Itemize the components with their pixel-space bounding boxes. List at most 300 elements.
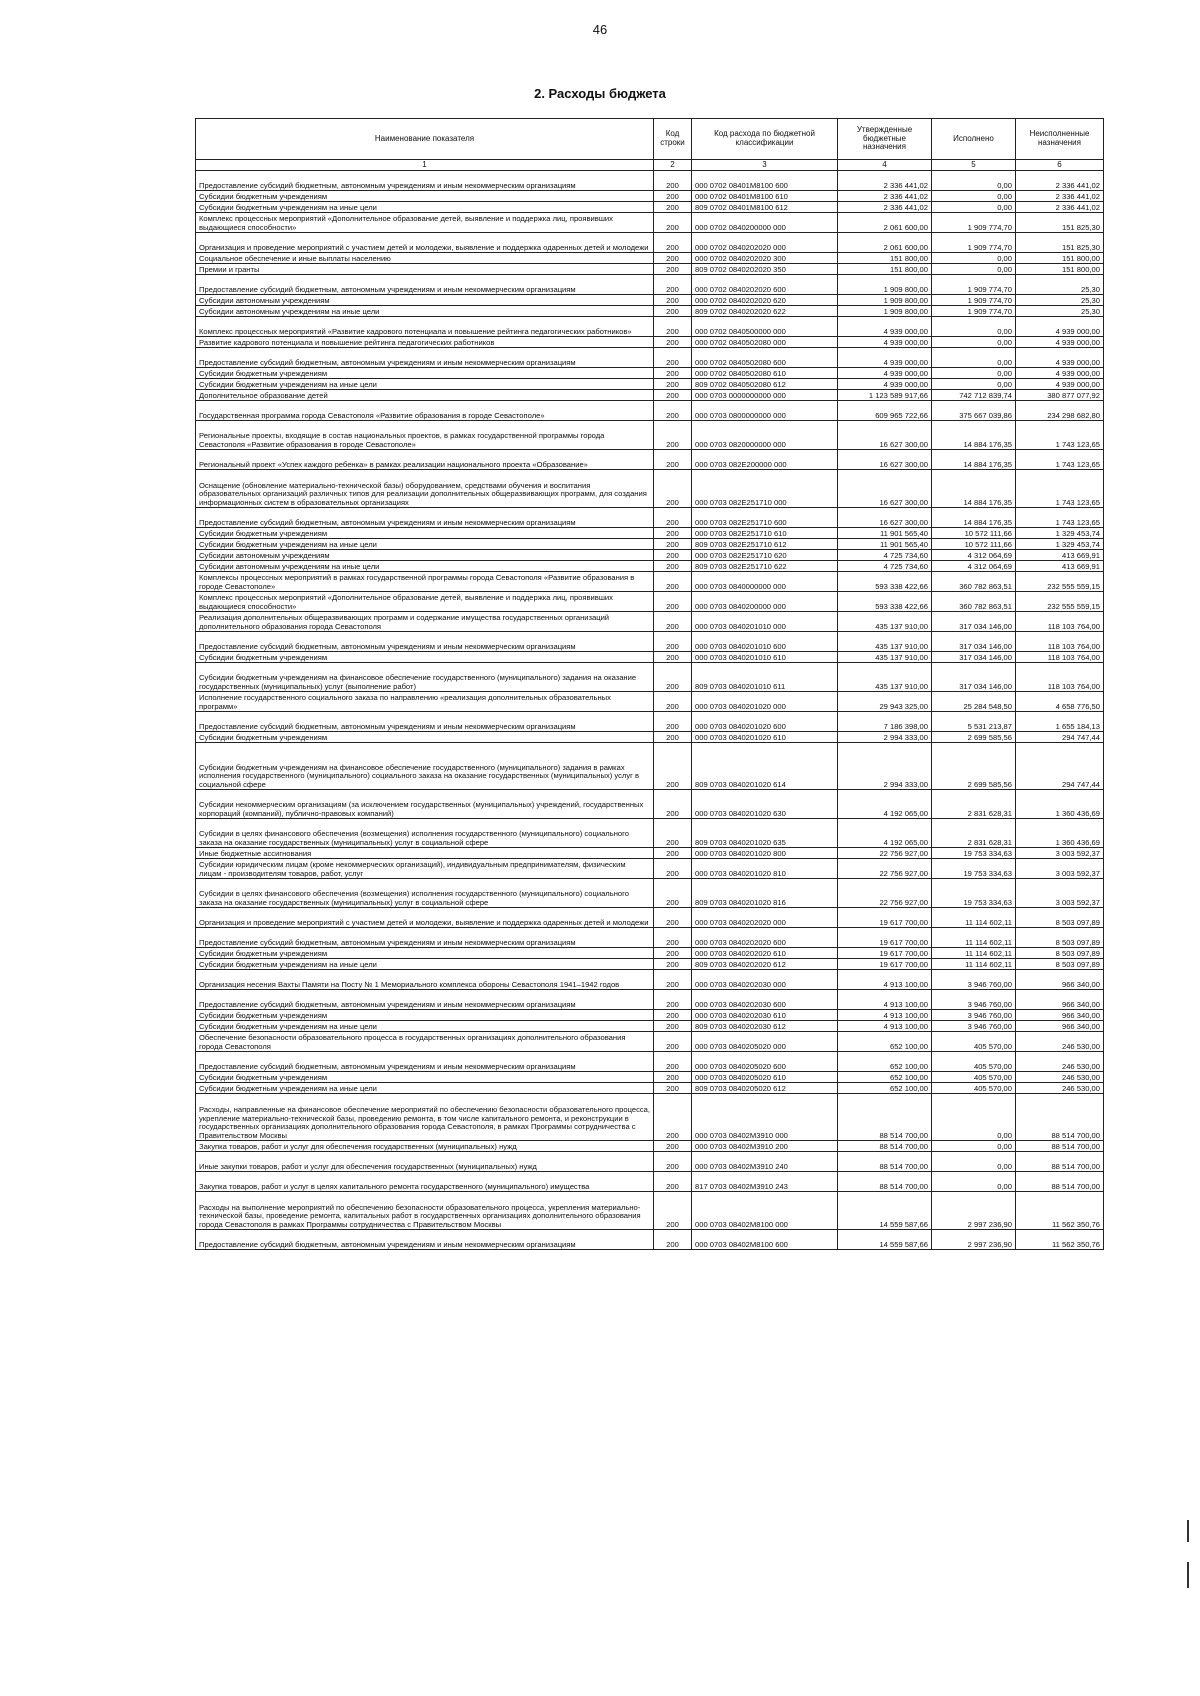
row-classification-code: 809 0703 082E251710 622	[692, 561, 838, 572]
row-name: Субсидии бюджетным учреждениям на иные цели	[196, 1021, 654, 1032]
row-name: Обеспечение безопасности образовательного процесса в государственных организациях дополнительного образования города Севастополя	[196, 1032, 654, 1052]
row-executed: 0,00	[932, 337, 1016, 348]
row-unexecuted: 4 939 000,00	[1016, 368, 1104, 379]
row-unexecuted: 25,30	[1016, 306, 1104, 317]
row-name: Субсидии бюджетным учреждениям на иные цели	[196, 959, 654, 970]
row-line-code: 200	[654, 1094, 692, 1141]
row-unexecuted: 1 743 123,65	[1016, 450, 1104, 470]
row-unexecuted: 294 747,44	[1016, 732, 1104, 743]
row-executed: 0,00	[932, 348, 1016, 368]
row-unexecuted: 246 530,00	[1016, 1032, 1104, 1052]
row-unexecuted: 966 340,00	[1016, 1010, 1104, 1021]
row-unexecuted: 966 340,00	[1016, 1021, 1104, 1032]
row-unexecuted: 151 800,00	[1016, 264, 1104, 275]
row-name: Субсидии бюджетным учреждениям	[196, 948, 654, 959]
table-row	[196, 317, 1104, 337]
row-name: Предоставление субсидий бюджетным, автономным учреждениям и иным некоммерческим организациям	[196, 508, 654, 528]
row-unexecuted: 88 514 700,00	[1016, 1094, 1104, 1141]
table-row	[196, 295, 1104, 306]
table-row	[196, 1152, 1104, 1172]
row-approved: 4 913 100,00	[838, 1010, 932, 1021]
row-line-code: 200	[654, 790, 692, 819]
table-row	[196, 539, 1104, 550]
row-unexecuted: 2 336 441,02	[1016, 202, 1104, 213]
row-unexecuted: 1 743 123,65	[1016, 508, 1104, 528]
row-executed: 317 034 146,00	[932, 663, 1016, 692]
row-classification-code: 000 0703 0840205020 600	[692, 1052, 838, 1072]
row-name: Предоставление субсидий бюджетным, автономным учреждениям и иным некоммерческим организациям	[196, 348, 654, 368]
table-row	[196, 379, 1104, 390]
row-classification-code: 809 0703 0840202030 612	[692, 1021, 838, 1032]
header-name: Наименование показателя	[196, 119, 654, 160]
row-executed: 10 572 111,66	[932, 528, 1016, 539]
row-classification-code: 000 0702 0840500000 000	[692, 317, 838, 337]
row-approved: 4 939 000,00	[838, 368, 932, 379]
row-name: Предоставление субсидий бюджетным, автономным учреждениям и иным некоммерческим организациям	[196, 632, 654, 652]
row-line-code: 200	[654, 171, 692, 191]
row-approved: 16 627 300,00	[838, 508, 932, 528]
row-name: Региональный проект «Успех каждого ребенка» в рамках реализации национального проекта «Образование»	[196, 450, 654, 470]
row-name: Предоставление субсидий бюджетным, автономным учреждениям и иным некоммерческим организациям	[196, 275, 654, 295]
row-classification-code: 000 0703 0840202030 610	[692, 1010, 838, 1021]
row-classification-code: 000 0702 0840200000 000	[692, 213, 838, 233]
row-executed: 0,00	[932, 171, 1016, 191]
row-executed: 405 570,00	[932, 1052, 1016, 1072]
table-row	[196, 879, 1104, 908]
row-executed: 14 884 176,35	[932, 470, 1016, 508]
row-executed: 3 946 760,00	[932, 970, 1016, 990]
row-approved: 2 336 441,02	[838, 171, 932, 191]
row-unexecuted: 966 340,00	[1016, 990, 1104, 1010]
row-name: Субсидии автономным учреждениям	[196, 550, 654, 561]
column-number: 1	[196, 160, 654, 171]
table-row	[196, 421, 1104, 450]
row-line-code: 200	[654, 848, 692, 859]
row-unexecuted: 234 298 682,80	[1016, 401, 1104, 421]
row-name: Субсидии бюджетным учреждениям на финансовое обеспечение государственного (муниципального) задания на оказание государственных (муниципальных) услуг (выполнение работ)	[196, 663, 654, 692]
row-unexecuted: 413 669,91	[1016, 550, 1104, 561]
table-row	[196, 1141, 1104, 1152]
row-line-code: 200	[654, 421, 692, 450]
row-name: Закупка товаров, работ и услуг в целях капитального ремонта государственного (муниципального) имущества	[196, 1172, 654, 1192]
row-classification-code: 000 0703 08402M8100 600	[692, 1230, 838, 1250]
row-approved: 19 617 700,00	[838, 959, 932, 970]
row-executed: 360 782 863,51	[932, 572, 1016, 592]
row-line-code: 200	[654, 632, 692, 652]
row-line-code: 200	[654, 948, 692, 959]
row-approved: 435 137 910,00	[838, 663, 932, 692]
row-executed: 10 572 111,66	[932, 539, 1016, 550]
row-unexecuted: 1 329 453,74	[1016, 528, 1104, 539]
row-unexecuted: 966 340,00	[1016, 970, 1104, 990]
row-classification-code: 000 0703 082E200000 000	[692, 450, 838, 470]
row-executed: 4 312 064,69	[932, 561, 1016, 572]
row-name: Организация и проведение мероприятий с участием детей и молодежи, выявление и поддержка одаренных детей и молодежи	[196, 233, 654, 253]
row-approved: 88 514 700,00	[838, 1141, 932, 1152]
row-name: Комплекс процессных мероприятий «Дополнительное образование детей, выявление и поддержка лиц, проявивших выдающиеся способности»	[196, 592, 654, 612]
row-line-code: 200	[654, 712, 692, 732]
table-row	[196, 743, 1104, 790]
row-approved: 2 336 441,02	[838, 202, 932, 213]
row-classification-code: 000 0703 0840202030 000	[692, 970, 838, 990]
row-approved: 7 186 398,00	[838, 712, 932, 732]
row-name: Предоставление субсидий бюджетным, автономным учреждениям и иным некоммерческим организациям	[196, 1230, 654, 1250]
table-row	[196, 1072, 1104, 1083]
table-row	[196, 652, 1104, 663]
row-approved: 435 137 910,00	[838, 612, 932, 632]
row-line-code: 200	[654, 970, 692, 990]
header-approved: Утвержденные бюджетные назначения	[838, 119, 932, 160]
row-approved: 593 338 422,66	[838, 592, 932, 612]
row-name: Организация несения Вахты Памяти на Посту № 1 Мемориального комплекса обороны Севастополя 1941–1942 годов	[196, 970, 654, 990]
expenditure-table	[195, 118, 1104, 1250]
row-classification-code: 000 0703 0840202030 600	[692, 990, 838, 1010]
row-unexecuted: 4 939 000,00	[1016, 337, 1104, 348]
row-approved: 4 192 065,00	[838, 790, 932, 819]
row-unexecuted: 2 336 441,02	[1016, 171, 1104, 191]
row-classification-code: 000 0703 0840201020 800	[692, 848, 838, 859]
row-classification-code: 000 0702 08401M8100 600	[692, 171, 838, 191]
row-unexecuted: 1 743 123,65	[1016, 421, 1104, 450]
row-name: Иные бюджетные ассигнования	[196, 848, 654, 859]
row-line-code: 200	[654, 1230, 692, 1250]
table-row	[196, 632, 1104, 652]
row-name: Государственная программа города Севастополя «Развитие образования в городе Севастополе»	[196, 401, 654, 421]
row-name: Субсидии некоммерческим организациям (за исключением государственных (муниципальных) учреждений, государственных корпораций (компаний), публично-правовых компаний)	[196, 790, 654, 819]
row-line-code: 200	[654, 1141, 692, 1152]
table-row	[196, 612, 1104, 632]
row-name: Иные закупки товаров, работ и услуг для обеспечения государственных (муниципальных) нужд	[196, 1152, 654, 1172]
row-approved: 593 338 422,66	[838, 572, 932, 592]
row-approved: 14 559 587,66	[838, 1230, 932, 1250]
row-classification-code: 000 0703 0840202020 000	[692, 908, 838, 928]
row-classification-code: 000 0703 0840201020 630	[692, 790, 838, 819]
table-row	[196, 1010, 1104, 1021]
row-classification-code: 000 0702 0840502080 600	[692, 348, 838, 368]
row-unexecuted: 4 658 776,50	[1016, 692, 1104, 712]
row-classification-code: 000 0703 0800000000 000	[692, 401, 838, 421]
row-line-code: 200	[654, 539, 692, 550]
row-executed: 11 114 602,11	[932, 908, 1016, 928]
row-classification-code: 000 0703 0840205020 000	[692, 1032, 838, 1052]
column-number: 4	[838, 160, 932, 171]
row-executed: 14 884 176,35	[932, 421, 1016, 450]
table-row	[196, 171, 1104, 191]
row-line-code: 200	[654, 652, 692, 663]
row-line-code: 200	[654, 1072, 692, 1083]
row-unexecuted: 118 103 764,00	[1016, 612, 1104, 632]
row-name: Комплекс процессных мероприятий «Дополнительное образование детей, выявление и поддержка лиц, проявивших выдающиеся способности»	[196, 213, 654, 233]
table-row	[196, 712, 1104, 732]
row-executed: 11 114 602,11	[932, 959, 1016, 970]
table-row	[196, 819, 1104, 848]
row-classification-code: 000 0703 0840000000 000	[692, 572, 838, 592]
row-approved: 11 901 565,40	[838, 528, 932, 539]
row-name: Субсидии бюджетным учреждениям на финансовое обеспечение государственного (муниципального) задания в рамках исполнения государственного (муниципального) социального заказа на оказание государственных (муниципальных) услуг в социальной сфере	[196, 743, 654, 790]
row-name: Субсидии бюджетным учреждениям	[196, 191, 654, 202]
table-row	[196, 790, 1104, 819]
row-line-code: 200	[654, 928, 692, 948]
row-line-code: 200	[654, 692, 692, 712]
row-approved: 16 627 300,00	[838, 450, 932, 470]
table-row	[196, 337, 1104, 348]
table-row	[196, 450, 1104, 470]
row-name: Субсидии автономным учреждениям на иные цели	[196, 561, 654, 572]
table-row	[196, 401, 1104, 421]
row-classification-code: 000 0702 0840202020 000	[692, 233, 838, 253]
row-name: Субсидии бюджетным учреждениям	[196, 1072, 654, 1083]
table-row	[196, 928, 1104, 948]
row-approved: 2 061 600,00	[838, 213, 932, 233]
row-executed: 405 570,00	[932, 1032, 1016, 1052]
header-classification-code: Код расхода по бюджетной классификации	[692, 119, 838, 160]
row-approved: 435 137 910,00	[838, 652, 932, 663]
row-executed: 3 946 760,00	[932, 1010, 1016, 1021]
row-executed: 2 699 585,56	[932, 743, 1016, 790]
column-number: 5	[932, 160, 1016, 171]
row-classification-code: 000 0702 0840202020 620	[692, 295, 838, 306]
row-approved: 652 100,00	[838, 1072, 932, 1083]
row-classification-code: 000 0703 082E251710 610	[692, 528, 838, 539]
row-approved: 88 514 700,00	[838, 1094, 932, 1141]
row-executed: 3 946 760,00	[932, 990, 1016, 1010]
row-approved: 151 800,00	[838, 253, 932, 264]
table-row	[196, 1192, 1104, 1230]
row-name: Расходы, направленные на финансовое обеспечение мероприятий по обеспечению безопасности образовательного процесса, укрепление материально-технической базы, проведению ремонта, в том числе капитального ремонта, и реконструкции в государственных организациях дополнительного образования города Севастополя, в рамках Программы сотрудничества с Правительством Москвы	[196, 1094, 654, 1141]
row-classification-code: 809 0702 08401M8100 612	[692, 202, 838, 213]
row-unexecuted: 25,30	[1016, 275, 1104, 295]
row-name: Субсидии автономным учреждениям	[196, 295, 654, 306]
row-line-code: 200	[654, 233, 692, 253]
table-row	[196, 859, 1104, 879]
row-classification-code: 000 0702 08401M8100 610	[692, 191, 838, 202]
row-line-code: 200	[654, 337, 692, 348]
row-approved: 151 800,00	[838, 264, 932, 275]
row-classification-code: 000 0703 0840201010 610	[692, 652, 838, 663]
column-number: 6	[1016, 160, 1104, 171]
row-executed: 19 753 334,63	[932, 848, 1016, 859]
row-name: Субсидии бюджетным учреждениям на иные цели	[196, 539, 654, 550]
row-executed: 2 699 585,56	[932, 732, 1016, 743]
row-unexecuted: 3 003 592,37	[1016, 859, 1104, 879]
row-line-code: 200	[654, 379, 692, 390]
row-unexecuted: 11 562 350,76	[1016, 1192, 1104, 1230]
row-approved: 4 913 100,00	[838, 970, 932, 990]
row-approved: 4 939 000,00	[838, 337, 932, 348]
row-name: Субсидии в целях финансового обеспечения (возмещения) исполнения государственного (муниципального) социального заказа на оказание государственных (муниципальных) услуг в социальной сфере	[196, 819, 654, 848]
row-approved: 4 725 734,60	[838, 561, 932, 572]
row-executed: 0,00	[932, 253, 1016, 264]
table-row	[196, 1172, 1104, 1192]
row-unexecuted: 246 530,00	[1016, 1083, 1104, 1094]
row-line-code: 200	[654, 191, 692, 202]
table-row	[196, 990, 1104, 1010]
row-name: Дополнительное образование детей	[196, 390, 654, 401]
row-classification-code: 809 0703 0840201020 635	[692, 819, 838, 848]
row-classification-code: 809 0702 0840202020 350	[692, 264, 838, 275]
row-approved: 652 100,00	[838, 1052, 932, 1072]
row-line-code: 200	[654, 295, 692, 306]
row-unexecuted: 3 003 592,37	[1016, 848, 1104, 859]
row-executed: 0,00	[932, 1094, 1016, 1141]
table-row	[196, 1021, 1104, 1032]
row-name: Предоставление субсидий бюджетным, автономным учреждениям и иным некоммерческим организациям	[196, 712, 654, 732]
row-name: Субсидии в целях финансового обеспечения (возмещения) исполнения государственного (муниципального) социального заказа на оказание государственных (муниципальных) услуг в социальной сфере	[196, 879, 654, 908]
row-executed: 317 034 146,00	[932, 632, 1016, 652]
row-unexecuted: 88 514 700,00	[1016, 1141, 1104, 1152]
table-row	[196, 202, 1104, 213]
table-row	[196, 732, 1104, 743]
table-row	[196, 306, 1104, 317]
row-line-code: 200	[654, 1010, 692, 1021]
table-row	[196, 970, 1104, 990]
row-classification-code: 000 0702 0840502080 610	[692, 368, 838, 379]
header-unexecuted: Неисполненные назначения	[1016, 119, 1104, 160]
row-classification-code: 000 0703 0840201010 000	[692, 612, 838, 632]
row-approved: 22 756 927,00	[838, 848, 932, 859]
row-approved: 652 100,00	[838, 1032, 932, 1052]
row-approved: 2 994 333,00	[838, 743, 932, 790]
row-name: Субсидии бюджетным учреждениям	[196, 368, 654, 379]
row-line-code: 200	[654, 592, 692, 612]
row-line-code: 200	[654, 317, 692, 337]
row-executed: 19 753 334,63	[932, 879, 1016, 908]
row-classification-code: 000 0703 0840201010 600	[692, 632, 838, 652]
row-approved: 4 725 734,60	[838, 550, 932, 561]
row-line-code: 200	[654, 1032, 692, 1052]
row-unexecuted: 413 669,91	[1016, 561, 1104, 572]
row-classification-code: 000 0703 0820000000 000	[692, 421, 838, 450]
row-unexecuted: 1 655 184,13	[1016, 712, 1104, 732]
row-executed: 405 570,00	[932, 1083, 1016, 1094]
header-row	[196, 119, 1104, 160]
row-line-code: 200	[654, 663, 692, 692]
row-classification-code: 000 0703 0840202020 610	[692, 948, 838, 959]
row-approved: 14 559 587,66	[838, 1192, 932, 1230]
row-line-code: 200	[654, 450, 692, 470]
row-approved: 4 913 100,00	[838, 990, 932, 1010]
row-classification-code: 809 0702 0840502080 612	[692, 379, 838, 390]
row-approved: 4 939 000,00	[838, 379, 932, 390]
row-approved: 1 909 800,00	[838, 306, 932, 317]
row-name: Социальное обеспечение и иные выплаты населению	[196, 253, 654, 264]
row-approved: 11 901 565,40	[838, 539, 932, 550]
row-classification-code: 000 0703 0840201020 610	[692, 732, 838, 743]
row-name: Субсидии бюджетным учреждениям на иные цели	[196, 1083, 654, 1094]
row-line-code: 200	[654, 959, 692, 970]
row-classification-code: 817 0703 08402M3910 243	[692, 1172, 838, 1192]
row-approved: 22 756 927,00	[838, 859, 932, 879]
row-unexecuted: 8 503 097,89	[1016, 928, 1104, 948]
table-row	[196, 368, 1104, 379]
column-number: 2	[654, 160, 692, 171]
table-row	[196, 470, 1104, 508]
row-executed: 317 034 146,00	[932, 652, 1016, 663]
row-approved: 435 137 910,00	[838, 632, 932, 652]
row-approved: 2 336 441,02	[838, 191, 932, 202]
row-name: Субсидии юридическим лицам (кроме некоммерческих организаций), индивидуальным предпринимателям, физическим лицам - производителям товаров, работ, услуг	[196, 859, 654, 879]
row-classification-code: 809 0703 0840201010 611	[692, 663, 838, 692]
row-executed: 1 909 774,70	[932, 233, 1016, 253]
row-name: Оснащение (обновление материально-технической базы) оборудованием, средствами обучения и воспитания образовательных организаций различных типов для реализации дополнительных общеразвивающих программ, для создания информационных систем в образовательных организациях	[196, 470, 654, 508]
row-executed: 4 312 064,69	[932, 550, 1016, 561]
row-classification-code: 000 0703 082E251710 620	[692, 550, 838, 561]
row-unexecuted: 118 103 764,00	[1016, 652, 1104, 663]
row-executed: 19 753 334,63	[932, 859, 1016, 879]
row-executed: 2 831 628,31	[932, 790, 1016, 819]
row-approved: 19 617 700,00	[838, 908, 932, 928]
table-row	[196, 213, 1104, 233]
row-executed: 1 909 774,70	[932, 275, 1016, 295]
row-approved: 4 939 000,00	[838, 348, 932, 368]
row-classification-code: 000 0703 08402M8100 000	[692, 1192, 838, 1230]
column-number-row	[196, 160, 1104, 171]
section-title: 2. Расходы бюджета	[534, 86, 666, 101]
row-name: Субсидии бюджетным учреждениям	[196, 652, 654, 663]
row-executed: 14 884 176,35	[932, 450, 1016, 470]
row-classification-code: 000 0703 08402M3910 200	[692, 1141, 838, 1152]
table-row	[196, 848, 1104, 859]
scan-margin-mark	[1187, 1562, 1189, 1588]
table-row	[196, 550, 1104, 561]
row-classification-code: 000 0703 0000000000 000	[692, 390, 838, 401]
row-unexecuted: 151 825,30	[1016, 213, 1104, 233]
row-executed: 5 531 213,87	[932, 712, 1016, 732]
row-approved: 19 617 700,00	[838, 948, 932, 959]
row-unexecuted: 1 329 453,74	[1016, 539, 1104, 550]
table-row	[196, 508, 1104, 528]
row-approved: 1 909 800,00	[838, 275, 932, 295]
row-classification-code: 000 0703 0840200000 000	[692, 592, 838, 612]
row-name: Закупка товаров, работ и услуг для обеспечения государственных (муниципальных) нужд	[196, 1141, 654, 1152]
row-executed: 25 284 548,50	[932, 692, 1016, 712]
row-classification-code: 000 0703 0840201020 600	[692, 712, 838, 732]
row-line-code: 200	[654, 1083, 692, 1094]
row-line-code: 200	[654, 368, 692, 379]
row-executed: 3 946 760,00	[932, 1021, 1016, 1032]
row-executed: 1 909 774,70	[932, 295, 1016, 306]
row-name: Предоставление субсидий бюджетным, автономным учреждениям и иным некоммерческим организациям	[196, 1052, 654, 1072]
row-approved: 4 913 100,00	[838, 1021, 932, 1032]
row-executed: 0,00	[932, 317, 1016, 337]
row-line-code: 200	[654, 213, 692, 233]
row-executed: 14 884 176,35	[932, 508, 1016, 528]
row-classification-code: 000 0703 0840201020 000	[692, 692, 838, 712]
table-row	[196, 561, 1104, 572]
row-approved: 1 909 800,00	[838, 295, 932, 306]
row-unexecuted: 4 939 000,00	[1016, 379, 1104, 390]
table-row	[196, 264, 1104, 275]
row-unexecuted: 246 530,00	[1016, 1072, 1104, 1083]
row-line-code: 200	[654, 1052, 692, 1072]
table-row	[196, 1230, 1104, 1250]
table-row	[196, 1083, 1104, 1094]
row-executed: 2 831 628,31	[932, 819, 1016, 848]
row-classification-code: 000 0703 082E251710 000	[692, 470, 838, 508]
row-approved: 4 939 000,00	[838, 317, 932, 337]
row-line-code: 200	[654, 264, 692, 275]
row-name: Расходы на выполнение мероприятий по обеспечению безопасности образовательного процесса, укрепления материально-технической базы, проведение ремонта, капитальных работ в государственных организациях дополнительного образования города Севастополя в рамках Программы сотрудничества с Правительством Москвы	[196, 1192, 654, 1230]
table-row	[196, 1094, 1104, 1141]
row-unexecuted: 88 514 700,00	[1016, 1152, 1104, 1172]
row-classification-code: 809 0703 082E251710 612	[692, 539, 838, 550]
row-unexecuted: 4 939 000,00	[1016, 348, 1104, 368]
table-row	[196, 348, 1104, 368]
row-line-code: 200	[654, 401, 692, 421]
row-classification-code: 809 0702 0840202020 622	[692, 306, 838, 317]
table-row	[196, 663, 1104, 692]
row-approved: 29 943 325,00	[838, 692, 932, 712]
